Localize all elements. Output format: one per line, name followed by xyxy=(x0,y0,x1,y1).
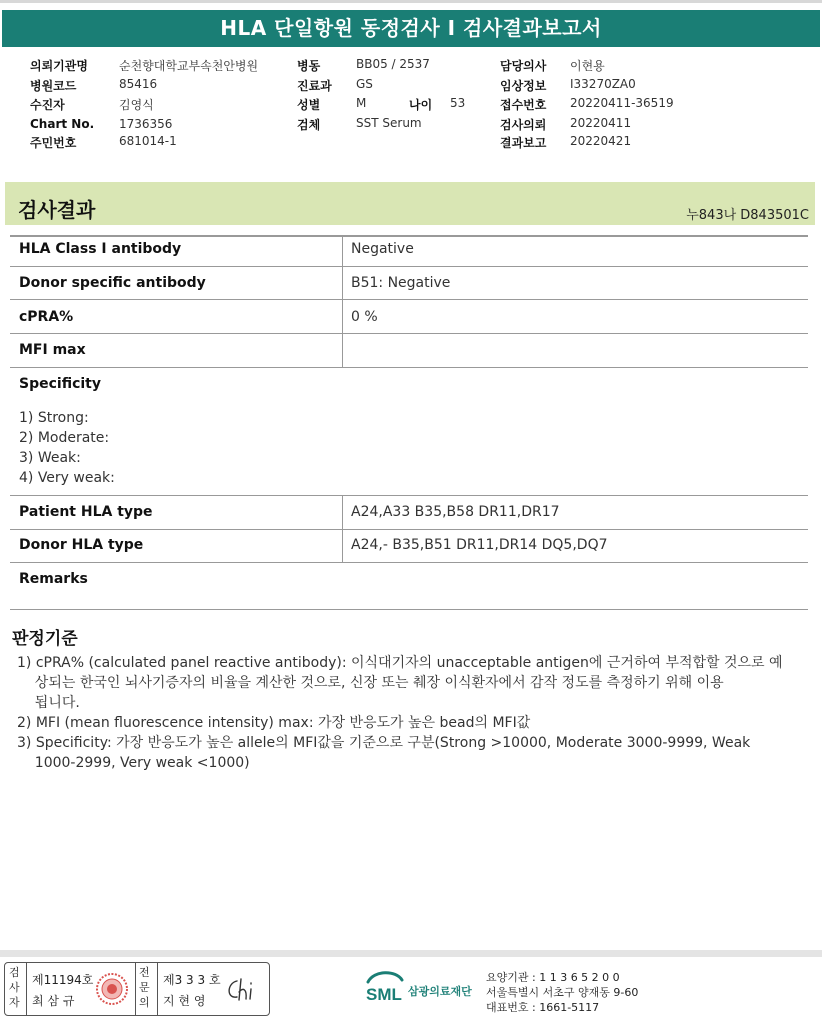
specificity-label: Specificity xyxy=(19,376,101,392)
row-label: Patient HLA type xyxy=(19,504,153,520)
info-value: I33270ZA0 xyxy=(570,77,636,91)
info-hospital xyxy=(30,57,88,74)
org-name: 삼광의료재단 xyxy=(408,985,472,998)
info-value: 김영식 xyxy=(119,98,154,112)
row-label: Donor specific antibody xyxy=(19,275,206,291)
criteria-title: 판정기준 xyxy=(12,629,78,649)
remarks-row xyxy=(10,563,808,610)
table-row xyxy=(10,267,808,300)
table-row xyxy=(10,235,808,267)
info-chart-no: Chart No. xyxy=(30,117,95,131)
remarks-label: Remarks xyxy=(19,571,88,587)
result-code: 누843나 D843501C xyxy=(686,208,809,223)
top-rule xyxy=(0,0,822,3)
specificity-section xyxy=(10,368,808,496)
report-title: HLA 단일항원 동정검사 I 검사결과보고서 xyxy=(2,10,820,47)
info-request-date: 검사의뢰 xyxy=(500,118,547,132)
info-specimen: 검체 xyxy=(297,118,321,132)
specialist-label: 전문의 xyxy=(139,966,150,1009)
info-patient: 수진자 xyxy=(30,98,65,112)
sml-logo-icon xyxy=(364,968,406,1008)
signature-box xyxy=(4,962,270,1016)
info-value: 1736356 xyxy=(119,117,173,131)
tester-number: 제11194호 xyxy=(32,973,94,987)
criteria-line: 3) Specificity: 가장 반응도가 높은 allele의 MFI값을 기준으로 구분(Strong >10000, Moderate 3000-9999, Weak xyxy=(17,735,751,751)
info-label: 의뢰기관명 xyxy=(30,59,88,73)
footer-rule xyxy=(0,950,822,957)
info-value: 53 xyxy=(450,96,466,110)
info-clinical: 임상정보 xyxy=(500,79,547,93)
info-value: 20220421 xyxy=(570,134,632,148)
specificity-very-weak: 4) Very weak: xyxy=(19,470,115,486)
info-accession: 접수번호 xyxy=(500,98,547,112)
criteria-line: 1) cPRA% (calculated panel reactive antibody): 이식대기자의 unacceptable antigen에 근거하여 부적합할 것으로 예 xyxy=(17,655,783,671)
info-department: 진료과 xyxy=(297,79,332,93)
table-row xyxy=(10,496,808,530)
tester-label: 검사자 xyxy=(9,966,20,1009)
info-value: 681014-1 xyxy=(119,134,177,148)
footer-line: 서울특별시 서초구 양재동 9-60 xyxy=(486,986,639,999)
specialist-number: 제3 3 3 호 xyxy=(163,973,221,987)
criteria-line: 상되는 한국인 뇌사기증자의 비율을 계산한 것으로, 신장 또는 췌장 이식환자에서 감작 정도를 측정하기 위해 이용 xyxy=(17,675,724,691)
signature-icon xyxy=(223,973,263,1005)
info-sex: 성별 xyxy=(297,98,321,112)
info-report-date: 결과보고 xyxy=(500,136,547,150)
specialist-name: 지 현 영 xyxy=(163,994,206,1008)
row-label: cPRA% xyxy=(19,309,74,325)
row-value: 0 % xyxy=(351,309,378,325)
info-value: GS xyxy=(356,77,373,91)
result-header xyxy=(5,182,815,225)
info-resident-no: 주민번호 xyxy=(30,136,77,150)
row-label: Donor HLA type xyxy=(19,537,144,553)
table-row xyxy=(10,334,808,368)
specificity-strong: 1) Strong: xyxy=(19,410,89,426)
table-row xyxy=(10,530,808,563)
info-value: 20220411-36519 xyxy=(570,96,674,110)
logo-text: SML xyxy=(366,985,402,1004)
row-value: B51: Negative xyxy=(351,275,451,291)
row-label: HLA Class I antibody xyxy=(19,241,182,257)
criteria-line: 1000-2999, Very weak <1000) xyxy=(17,755,250,771)
row-value: A24,- B35,B51 DR11,DR14 DQ5,DQ7 xyxy=(351,537,608,553)
row-value: A24,A33 B35,B58 DR11,DR17 xyxy=(351,504,560,520)
specificity-moderate: 2) Moderate: xyxy=(19,430,110,446)
info-value: 85416 xyxy=(119,77,158,91)
stamp-seal-icon xyxy=(95,972,129,1006)
info-value: M xyxy=(356,96,367,110)
tester-name: 최 삼 규 xyxy=(32,994,75,1008)
result-title: 검사결과 xyxy=(18,198,96,222)
column-divider xyxy=(342,496,343,562)
footer-line: 요양기관 : 1 1 3 6 5 2 0 0 xyxy=(486,971,620,984)
info-ward: 병동 xyxy=(297,59,321,73)
info-value: 20220411 xyxy=(570,116,632,130)
info-value: SST Serum xyxy=(356,116,422,130)
info-value: 이현용 xyxy=(570,59,605,73)
specificity-weak: 3) Weak: xyxy=(19,450,81,466)
info-doctor: 담당의사 xyxy=(500,59,547,73)
criteria-line: 됩니다. xyxy=(17,695,80,711)
footer-line: 대표번호 : 1661-5117 xyxy=(486,1001,600,1014)
info-hospital-code: 병원코드 xyxy=(30,79,77,93)
row-value: Negative xyxy=(351,241,414,257)
info-value: 순천향대학교부속천안병원 xyxy=(119,59,259,73)
column-divider xyxy=(342,235,343,367)
table-row xyxy=(10,300,808,334)
info-value: BB05 / 2537 xyxy=(356,57,430,71)
row-label: MFI max xyxy=(19,342,86,358)
criteria-line: 2) MFI (mean fluorescence intensity) max: 가장 반응도가 높은 bead의 MFI값 xyxy=(17,715,531,731)
info-age: 나이 xyxy=(409,98,433,112)
